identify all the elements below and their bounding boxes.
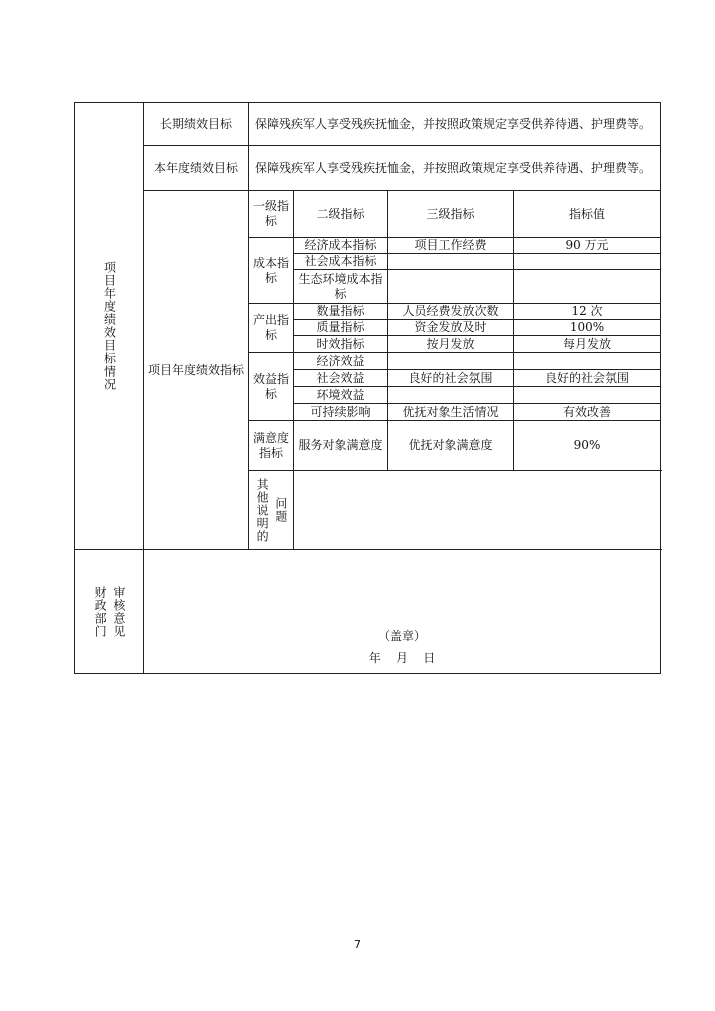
other-label-col1: 其他说明的 — [255, 477, 270, 543]
finance-label-col1: 财政部门 — [93, 585, 108, 638]
value-cell: 有效改善 — [514, 404, 661, 421]
value-cell — [514, 254, 661, 270]
finance-label-cell — [75, 550, 144, 674]
page-number: 7 — [354, 938, 361, 951]
level3-cell: 优抚对象满意度 — [388, 421, 514, 471]
level2-cell: 社会成本指标 — [294, 254, 388, 270]
level2-cell: 经济成本指标 — [294, 238, 388, 254]
value-cell: 良好的社会氛围 — [514, 370, 661, 387]
level2-cell: 环境效益 — [294, 387, 388, 404]
section-label-cell — [75, 103, 144, 550]
other-label-col2: 问题 — [273, 497, 288, 523]
header-value: 指标值 — [514, 191, 661, 238]
level3-cell: 良好的社会氛围 — [388, 370, 514, 387]
date-text: 年 月 日 — [368, 651, 436, 665]
level2-cell: 质量指标 — [294, 320, 388, 336]
level2-cell: 可持续影响 — [294, 404, 388, 421]
group-cost: 成本指标 — [249, 238, 294, 304]
level3-cell — [388, 254, 514, 270]
level3-cell: 按月发放 — [388, 336, 514, 353]
finance-label-col2: 审核意见 — [111, 585, 126, 638]
long-term-text: 保障残疾军人享受残疾抚恤金，并按照政策规定享受供养待遇、护理费等。 — [249, 103, 661, 146]
value-cell: 100% — [514, 320, 661, 336]
level3-cell — [388, 353, 514, 370]
level2-cell: 生态环境成本指标 — [294, 270, 388, 304]
other-label-cell — [249, 471, 294, 550]
performance-target-table — [74, 102, 661, 674]
level3-cell — [388, 270, 514, 304]
other-content — [294, 471, 661, 550]
section-label: 项目年度绩效目标情况 — [102, 261, 117, 391]
seal-text: （盖章） — [378, 629, 427, 643]
header-level1: 一级指标 — [249, 191, 294, 238]
header-level3: 三级指标 — [388, 191, 514, 238]
annual-label: 本年度绩效目标 — [144, 146, 249, 191]
level3-cell: 人员经费发放次数 — [388, 304, 514, 320]
value-cell: 12 次 — [514, 304, 661, 320]
indicators-label: 项目年度绩效指标 — [144, 191, 249, 550]
level3-cell: 项目工作经费 — [388, 238, 514, 254]
value-cell: 90 万元 — [514, 238, 661, 254]
level2-cell: 服务对象满意度 — [294, 421, 388, 471]
level2-cell: 经济效益 — [294, 353, 388, 370]
value-cell — [514, 270, 661, 304]
level2-cell: 社会效益 — [294, 370, 388, 387]
level3-cell: 优抚对象生活情况 — [388, 404, 514, 421]
value-cell — [514, 387, 661, 404]
header-level2: 二级指标 — [294, 191, 388, 238]
value-cell — [514, 353, 661, 370]
long-term-label: 长期绩效目标 — [144, 103, 249, 146]
level3-cell — [388, 387, 514, 404]
level2-cell: 数量指标 — [294, 304, 388, 320]
annual-text: 保障残疾军人享受残疾抚恤金，并按照政策规定享受供养待遇、护理费等。 — [249, 146, 661, 191]
finance-content — [144, 550, 661, 674]
level3-cell: 资金发放及时 — [388, 320, 514, 336]
level2-cell: 时效指标 — [294, 336, 388, 353]
group-benefit: 效益指标 — [249, 353, 294, 421]
group-output: 产出指标 — [249, 304, 294, 353]
group-satisfaction: 满意度指标 — [249, 421, 294, 471]
value-cell: 90% — [514, 421, 661, 471]
value-cell: 每月发放 — [514, 336, 661, 353]
